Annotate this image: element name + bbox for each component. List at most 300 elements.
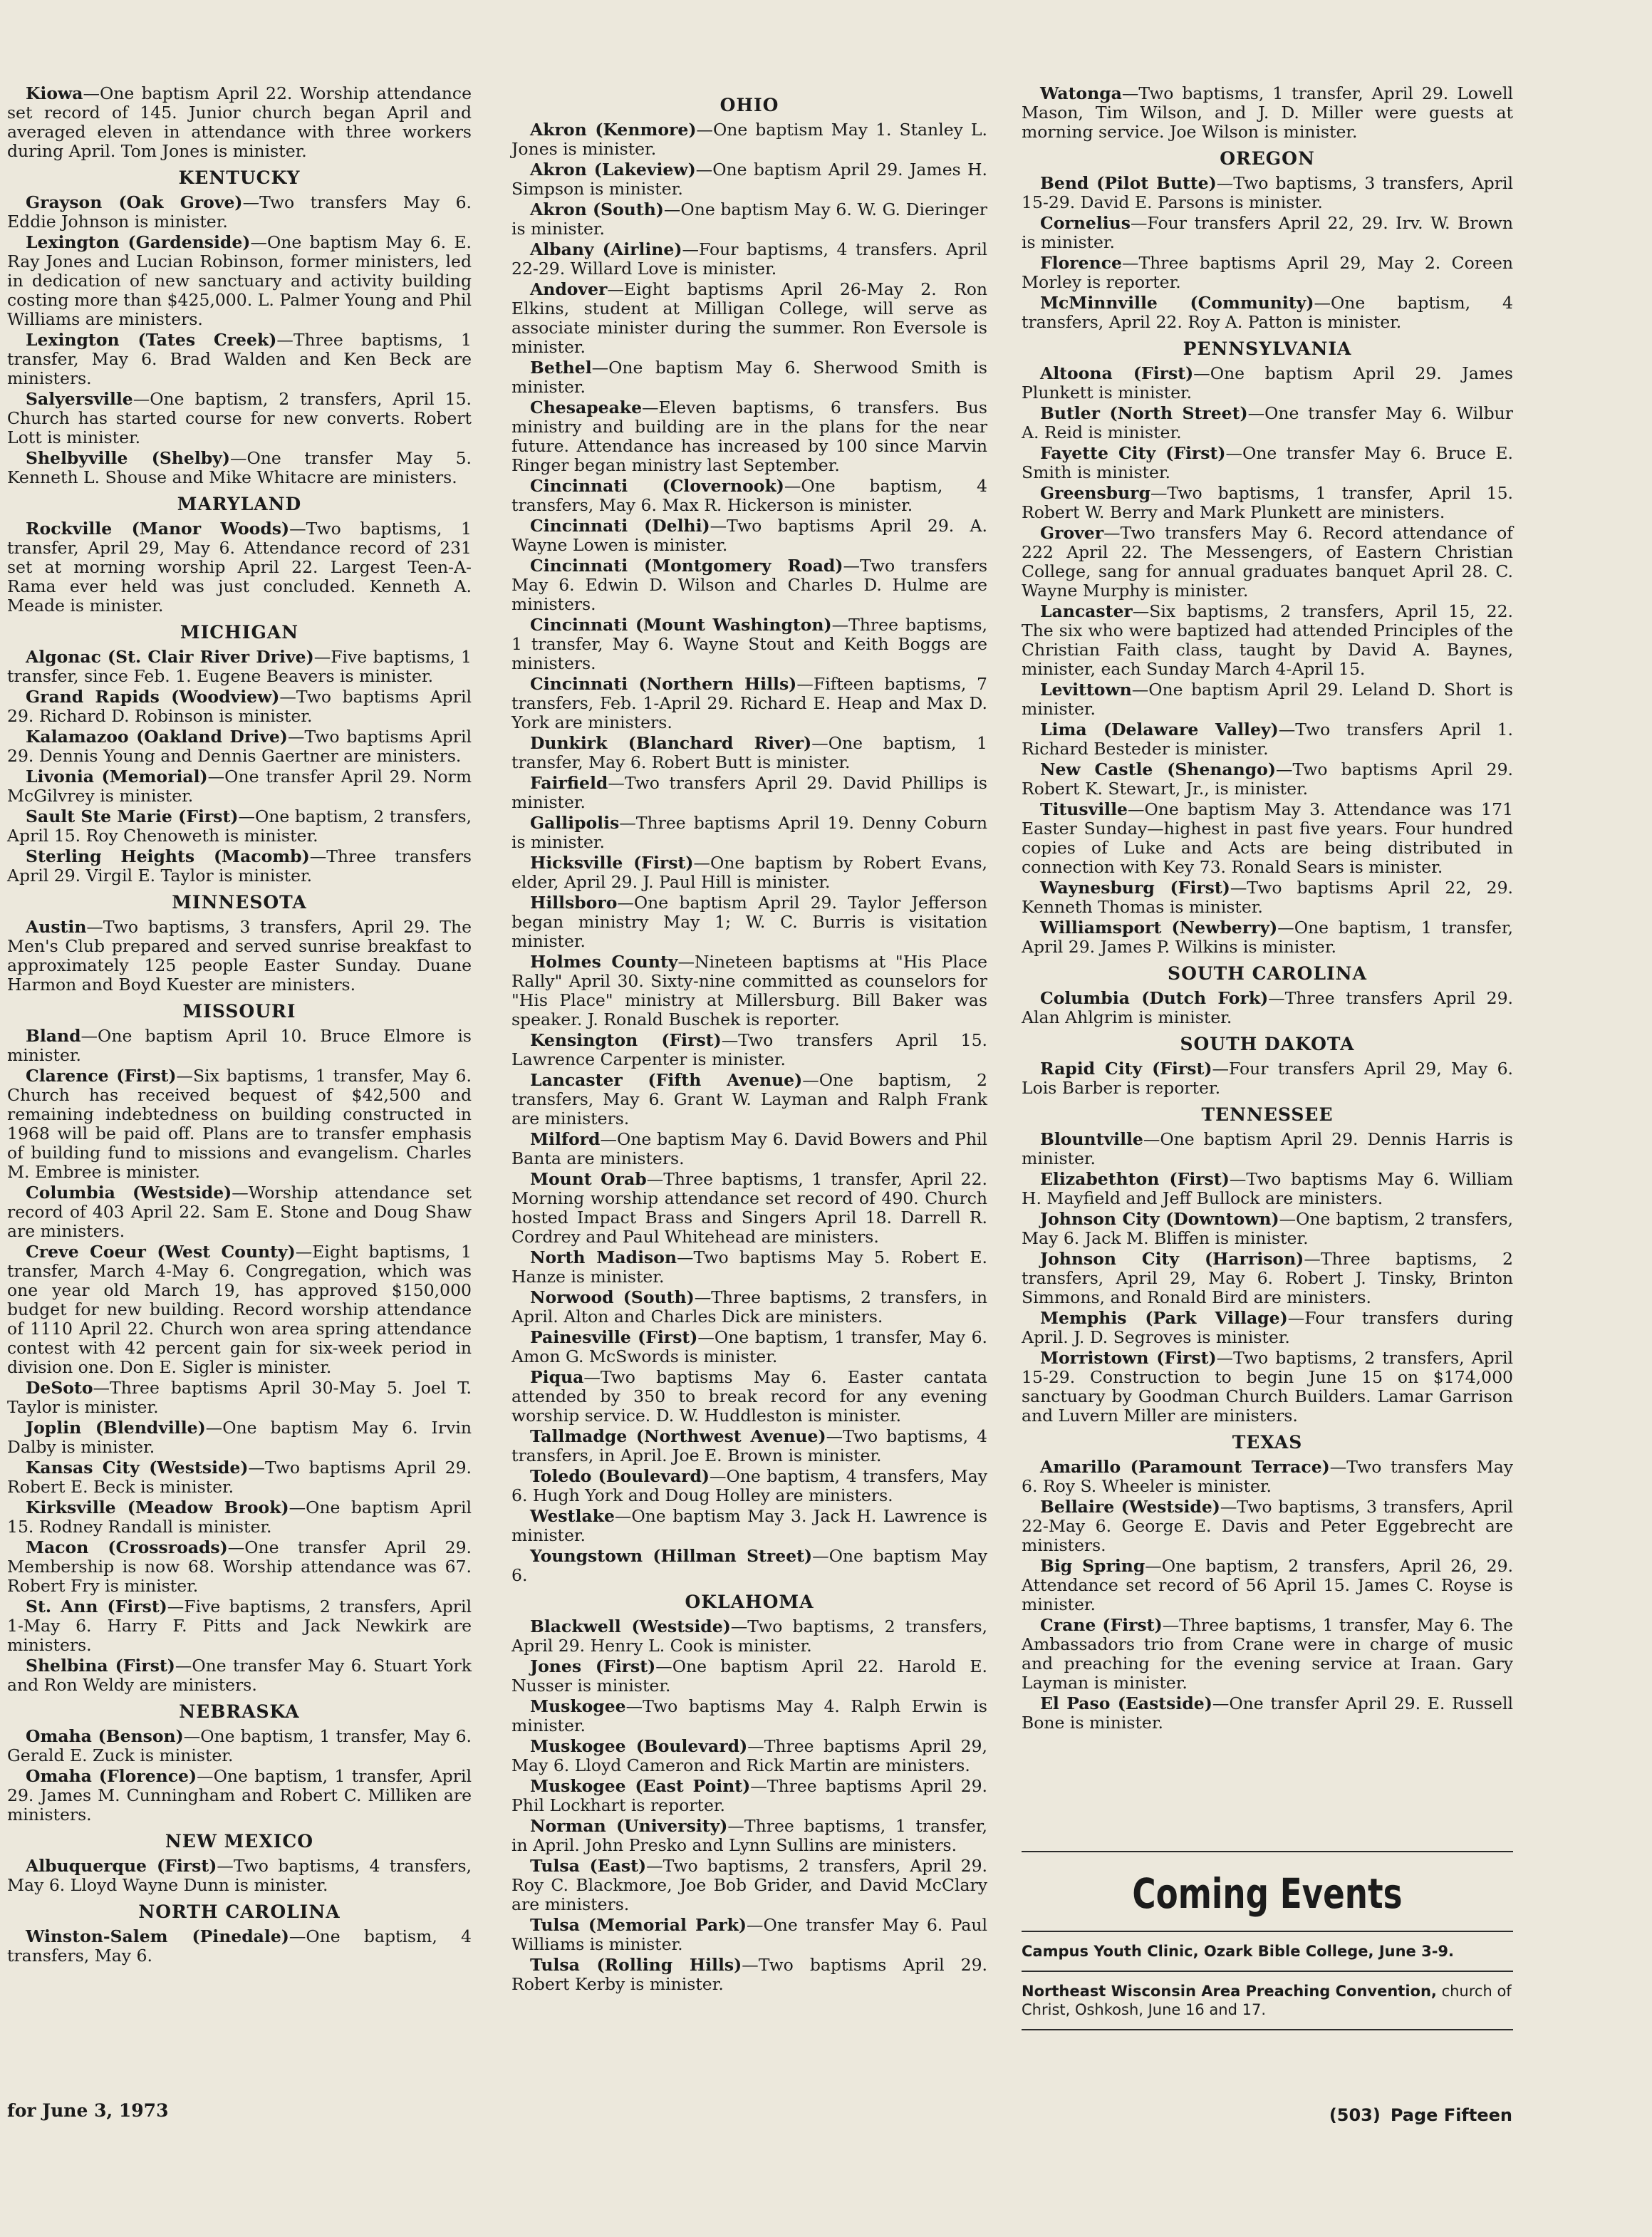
church-report-entry [511,616,987,673]
church-name: Albany (Airline) [530,239,682,259]
church-report-entry [7,1857,472,1895]
church-report-entry [7,1418,472,1457]
church-report-text: —Two baptisms April 29. Robert K. Stewart, Jr., is minister. [1022,759,1513,799]
church-name: Cincinnati (Clovernook) [530,476,784,496]
church-report-entry [7,1027,472,1065]
church-report-entry [1022,878,1513,917]
church-report-entry [511,1288,987,1327]
church-report-entry [1022,1170,1513,1208]
church-report-text: —One baptism April 22. Harold E. Nusser is minister. [511,1656,988,1696]
footer-page [1319,2105,1512,2125]
church-name: Omaha (Benson) [26,1726,184,1746]
coming-events-box [1022,1851,1513,2030]
church-name: Kiowa [26,83,83,103]
church-report-text: —Eleven baptisms, 6 transfers. Bus ministry and building are in the plans for the near future. Attendance has increased by 100 since Marvin Ringer began ministry last September. [511,398,987,475]
church-name: Chesapeake [530,398,643,417]
church-name: Bellaire (Westside) [1040,1497,1220,1517]
church-name: Creve Coeur (West County) [26,1242,296,1262]
church-report-entry [511,398,987,475]
church-name: Shelbyville (Shelby) [26,448,230,468]
church-report-entry [7,648,472,686]
church-report-entry [1022,1309,1513,1347]
church-name: Joplin (Blendville) [26,1418,206,1438]
church-name: Lexington (Tates Creek) [26,330,277,350]
church-report-text: —One baptism, 1 transfer, May 6. Robert Butt is minister. [511,733,987,772]
church-report-entry [511,1467,987,1505]
church-name: New Castle (Shenango) [1040,759,1276,779]
church-report-text: —Three baptisms April 30-May 5. Joel T. Taylor is minister. [7,1378,472,1417]
church-report-text: —Two baptisms April 29. Dennis Young and Dennis Gaertner are ministers. [7,727,472,766]
church-name: Algonac (St. Clair River Drive) [26,647,314,667]
state-heading: NEBRASKA [179,1701,300,1722]
church-report-entry [511,517,987,555]
church-report-text: —Three baptisms April 29, May 6. Lloyd Cameron and Rick Martin are ministers. [511,1736,987,1775]
church-report-entry [511,1071,987,1128]
church-report-text: —One baptism April 29. James H. Simpson is minister. [511,160,988,199]
church-report-text: —Three baptisms, 2 transfers, in April. Alton and Charles Dick are ministers. [511,1287,987,1327]
church-name: Mount Orab [530,1169,647,1189]
church-report-text: —One baptism, 4 transfers, May 6. [7,1926,472,1966]
church-name: Lexington (Gardenside) [26,232,251,252]
church-name: Grayson (Oak Grove) [26,192,243,212]
church-name: Rapid City (First) [1040,1059,1212,1079]
church-report-text: —Two baptisms, 1 transfer, April 29, May 6. Attendance record of 231 set at morning worship April 22. Largest Teen-A-Rama ever held was just concluded. Kenneth A. Meade is minister. [7,519,472,616]
church-name: Westlake [530,1506,615,1526]
church-report-entry [511,774,987,812]
church-report-text: —Two baptisms April 29. Richard D. Robinson is minister. [7,687,472,726]
coming-events-title: Coming Events [1132,1869,1403,1918]
church-report-text: —Eight baptisms April 26-May 2. Ron Elkins, student at Milligan College, will serve as associate minister during the summer. Ron Eversole is minister. [511,279,987,357]
church-name: Kirksville (Meadow Brook) [26,1498,289,1517]
church-report-text: —One baptism April 29. Dennis Harris is minister. [1022,1129,1513,1168]
state-heading: MISSOURI [182,1001,296,1022]
church-report-entry [511,1170,987,1247]
church-report-text: —One transfer May 6. Wilbur A. Reid is minister. [1022,403,1513,442]
church-report-text: —Two baptisms, 2 transfers, April 29. Henry L. Cook is minister. [511,1616,987,1656]
church-report-entry [1022,1458,1513,1496]
church-name: Hillsboro [530,893,618,913]
church-report-entry [1022,364,1513,403]
state-heading: OKLAHOMA [685,1592,814,1612]
church-report-entry [511,477,987,515]
church-name: Norman (University) [530,1816,728,1836]
church-report-text: —One baptism, 2 transfers, May 6. Jack M. Bliffen is minister. [1022,1209,1513,1248]
church-name: Piqua [530,1367,584,1387]
church-report-text: —One baptism April 22. Worship attendance set record of 145. Junior church began April and averaged eleven in attendance with three workers during April. Tom Jones is minister. [7,83,472,161]
church-report-entry [511,1857,987,1914]
church-name: Cincinnati (Northern Hills) [530,674,797,694]
column-middle [511,88,987,1995]
church-report-text: —Three baptisms April 19. Denny Coburn is minister. [511,813,987,852]
church-name: Jones (First) [530,1656,656,1676]
church-name: Elizabethton (First) [1040,1169,1230,1189]
church-report-entry [1022,1250,1513,1307]
church-name: Painesville (First) [530,1327,698,1347]
church-report-entry [1022,84,1513,142]
church-report-text: —One baptism, 2 transfers, April 15. Roy Chenoweth is minister. [7,806,472,846]
church-report-entry [1022,254,1513,292]
event-item [1022,1932,1513,1971]
church-report-text: —One baptism May 6. [511,1546,987,1585]
church-report-text: —Four transfers April 29, May 6. Lois Barber is reporter. [1022,1059,1514,1098]
church-report-entry [1022,800,1513,877]
church-report-entry [511,1427,987,1465]
church-report-entry [7,1927,472,1966]
church-report-entry [511,1697,987,1735]
church-name: Butler (North Street) [1040,403,1248,423]
church-report-entry [1022,404,1513,442]
event-item-rest: church of Christ, Oshkosh, June 16 and 17. [1022,1983,1512,2018]
church-report-text: —Nineteen baptisms at "His Place Rally" April 30. Sixty-nine committed as counselors for "His Place" ministry at Millersburg. Bill Baker was speaker. J. Ronald Buschek is reporter. [511,952,988,1029]
church-report-entry [7,727,472,766]
church-name: Shelbina (First) [26,1656,175,1676]
church-report-text: —Two transfers May 6. Roy S. Wheeler is minister. [1022,1457,1513,1496]
church-report-entry [7,331,472,388]
state-heading: PENNSYLVANIA [1183,338,1352,359]
church-report-text: —Three baptisms, 1 transfer, May 6. Wayne Stout and Keith Boggs are ministers. [511,615,987,673]
church-report-text: —Two transfers May 6. Record attendance of 222 April 22. The Messengers, of Eastern Christian College, sang for annual graduates banquet April 28. C. Wayne Murphy is minister. [1022,523,1513,601]
church-report-text: —Two baptisms May 6. Easter cantata attended by 350 to break record for any evening worship service. D. W. Huddleston is minister. [511,1367,987,1426]
church-report-entry [511,1617,987,1656]
church-report-entry [7,1458,472,1497]
church-name: Levittown [1040,680,1132,700]
church-report-entry [511,200,987,239]
church-report-text: —Two transfers May 6. Eddie Johnson is minister. [7,192,472,232]
church-report-text: —Two baptisms, 3 transfers, April 15-29. David E. Parsons is minister. [1022,173,1513,212]
church-name: Muskogee [530,1696,626,1716]
church-report-entry [511,358,987,397]
church-report-entry [511,240,987,279]
church-report-entry [511,1507,987,1545]
church-report-text: —Three baptisms April 29. Phil Lockhart is reporter. [511,1776,987,1815]
church-report-text: —One transfer May 5. Kenneth L. Shouse and Mike Whitacre are ministers. [7,448,472,487]
church-name: Greensburg [1040,483,1150,503]
church-report-text: —One baptism April 10. Bruce Elmore is minister. [7,1026,472,1065]
church-name: Akron (Kenmore) [530,120,697,140]
church-name: Salyersville [26,389,133,409]
church-report-text: —Three baptisms, 1 transfer, April 22. Morning worship attendance set record of 490. Church hosted Impact Brass and Singers April 18. Darrell R. Cordrey and Paul Whitehead are ministers. [511,1169,987,1247]
church-name: Hicksville (First) [530,853,694,873]
church-report-text: —One baptism May 1. Stanley L. Jones is minister. [511,120,987,159]
church-name: Grand Rapids (Woodview) [26,687,280,707]
church-report-entry [511,1328,987,1366]
state-heading: SOUTH DAKOTA [1180,1034,1355,1054]
church-report-text: —One baptism, 1 transfer, May 6. Amon G. McSwords is minister. [511,1327,987,1366]
church-report-text: —Four baptisms, 4 transfers. April 22-29. Willard Love is minister. [511,239,987,279]
church-report-entry [7,847,472,886]
church-report-entry [1022,1059,1513,1098]
church-report-text: —Three transfers April 29. Virgil E. Taylor is minister. [7,846,472,886]
church-name: Tulsa (Rolling Hills) [530,1955,742,1975]
church-report-text: —One baptism April 29. Leland D. Short is minister. [1022,680,1513,719]
church-report-entry [511,814,987,852]
church-report-entry [1022,1498,1513,1555]
church-name: Livonia (Memorial) [26,767,208,787]
church-report-text: —Two baptisms April 29. Robert Kerby is minister. [511,1955,988,1994]
church-name: North Madison [530,1247,677,1267]
church-name: Crane (First) [1040,1615,1163,1635]
church-report-text: —Two baptisms, 3 transfers, April 29. The Men's Club prepared and served sunrise breakfast to approximately 125 people Easter Sunday. Duane Harmon and Boyd Kuester are ministers. [7,917,472,995]
church-name: Grover [1040,523,1104,543]
church-report-entry [1022,918,1513,957]
church-name: Bland [26,1026,81,1046]
church-report-entry [1022,444,1513,482]
church-report-text: —One transfer May 6. Bruce E. Smith is minister. [1022,443,1513,482]
state-heading: OREGON [1220,148,1315,169]
church-report-entry [7,687,472,726]
church-report-text: —Six baptisms, 1 transfer, May 6. Church has received bequest of $42,500 and remaining indebtedness on building constructed in 1968 will be paid off. Plans are to transfer emphasis of building fund to missions and evangelism. Charles M. Embree is minister. [7,1066,472,1182]
church-report-text: —One baptism May 6. Irvin Dalby is minister. [7,1418,472,1457]
church-report-entry [511,1916,987,1954]
church-report-text: —Three baptisms, 1 transfer, May 6. Brad Walden and Ken Beck are ministers. [7,330,472,388]
event-item-bold: Northeast Wisconsin Area Preaching Convention, [1022,1983,1437,2000]
church-report-entry [511,1956,987,1994]
event-item-bold: Campus Youth Clinic, Ozark Bible College, June 3-9. [1022,1943,1455,1960]
church-report-text: —Two baptisms, 4 transfers, May 6. Lloyd Wayne Dunn is minister. [7,1856,472,1895]
church-name: Johnson City (Harrison) [1040,1249,1304,1269]
church-report-text: —Fifteen baptisms, 7 transfers, Feb. 1-April 29. Richard E. Heap and Max D. York are ministers. [511,674,988,732]
church-name: Williamsport (Newberry) [1040,918,1278,938]
church-name: Tulsa (East) [530,1856,647,1876]
church-report-text: —One transfer April 29. Norm McGilvrey is minister. [7,767,472,806]
church-report-text: —Worship attendance set record of 403 April 22. Sam E. Stone and Doug Shaw are ministers. [7,1183,472,1241]
church-name: DeSoto [26,1378,93,1398]
church-report-text: —Six baptisms, 2 transfers, April 15, 22. The six who were baptized had attended Principles of the Christian Faith class, taught by David A. Baynes, minister, each Sunday March 4-April 15. [1022,601,1513,679]
church-name: Winston-Salem (Pinedale) [26,1926,289,1946]
church-report-text: —Two baptisms, 4 transfers, in April. Joe E. Brown is minister. [511,1426,987,1465]
church-report-entry [1022,1210,1513,1248]
church-report-entry [511,953,987,1029]
state-heading: MARYLAND [177,494,302,514]
church-report-text: —One baptism May 6. W. G. Dieringer is minister. [511,199,987,239]
church-report-entry [7,1767,472,1825]
church-report-text: —Four transfers during April. J. D. Segroves is minister. [1022,1308,1513,1347]
church-report-entry [7,449,472,487]
church-report-entry [511,1368,987,1426]
church-report-entry [511,280,987,357]
church-name: Albuquerque (First) [26,1856,217,1876]
church-name: Kensington (First) [530,1030,722,1050]
church-report-entry [511,1817,987,1855]
church-report-entry [1022,294,1513,332]
state-heading: OHIO [719,95,779,115]
church-report-text: —Two transfers April 29. David Phillips is minister. [511,773,987,812]
church-report-entry [1022,214,1513,252]
church-report-text: —Three baptisms, 1 transfer, May 6. The Ambassadors trio from Crane were in charge of music and preaching for the evening service at Iraan. Gary Layman is minister. [1022,1615,1513,1693]
church-report-entry [7,918,472,995]
church-report-entry [511,120,987,159]
church-report-text: —Two baptisms May 4. Ralph Erwin is minister. [511,1696,987,1735]
church-report-entry [7,1242,472,1377]
church-name: Muskogee (Boulevard) [530,1736,748,1756]
church-name: Amarillo (Paramount Terrace) [1040,1457,1330,1477]
church-name: Blountville [1040,1129,1143,1149]
church-report-text: —One baptism May 3. Jack H. Lawrence is minister. [511,1506,987,1545]
church-report-entry [511,1657,987,1696]
church-report-text: —Eight baptisms, 1 transfer, March 4-May 6. Congregation, which was one year old March 19, has approved $150,000 budget for new building. Record worship attendance of 1110 April 22. Church won area spring attendance contest with 42 percent gain for six-week period in division one. Don E. Sigler is minister. [7,1242,472,1377]
church-report-text: —One baptism, 4 transfers, April 22. Roy A. Patton is minister. [1022,293,1513,332]
church-report-entry [511,1031,987,1069]
church-name: Sault Ste Marie (First) [26,806,239,826]
footer-date: for June 3, 1973 [7,2100,169,2121]
church-report-entry [1022,1694,1513,1733]
church-name: Akron (Lakeview) [530,160,696,180]
church-name: Johnson City (Downtown) [1040,1209,1279,1229]
church-name: Norwood (South) [530,1287,695,1307]
church-report-entry [1022,720,1513,759]
column-left [7,84,472,1967]
church-report-entry [7,390,472,447]
church-name: Macon (Crossroads) [26,1537,228,1557]
church-report-text: —Two baptisms, 3 transfers, April 22-May 6. George E. Davis and Peter Eggebrecht are ministers. [1022,1497,1513,1555]
church-report-text: —One baptism, 4 transfers, May 6. Hugh York and Doug Holley are ministers. [511,1466,987,1505]
church-report-entry [1022,680,1513,719]
church-report-entry [1022,602,1513,679]
church-report-text: —One baptism May 6. Sherwood Smith is minister. [511,358,987,397]
church-report-text: —Four transfers April 22, 29. Irv. W. Brown is minister. [1022,213,1513,252]
church-report-text: —One baptism, 2 transfers, April 15. Church has started course for new converts. Robert Lott is minister. [7,389,472,447]
church-name: Omaha (Florence) [26,1766,197,1786]
state-heading: MINNESOTA [172,892,307,913]
church-report-text: —Two baptisms, 1 transfer, April 29. Lowell Mason, Tim Wilson, and J. D. Miller were guests at morning service. Joe Wilson is minister. [1022,83,1513,142]
church-name: Waynesburg (First) [1040,878,1230,898]
church-report-text: —One baptism, 2 transfers, May 6. Grant W. Layman and Ralph Frank are ministers. [511,1070,987,1128]
church-report-entry [7,84,472,161]
divider [1022,2029,1513,2030]
church-report-text: —One baptism, 1 transfer, April 29. James P. Wilkins is minister. [1022,918,1513,957]
state-heading: KENTUCKY [178,167,301,188]
church-name: Cincinnati (Mount Washington) [530,615,832,635]
church-report-text: —One baptism, 1 transfer, April 29. James M. Cunningham and Robert C. Milliken are ministers. [7,1766,472,1825]
church-name: Kalamazoo (Oakland Drive) [26,727,288,747]
church-name: Morristown (First) [1040,1348,1217,1368]
church-report-entry [511,556,987,614]
church-name: Bethel [530,358,592,378]
church-report-entry [1022,174,1513,212]
church-report-entry [1022,1349,1513,1426]
church-report-text: —One baptism May 6. E. Ray Jones and Lucian Robinson, former ministers, led in dedication of new sanctuary and activity building costing more than $425,000. L. Palmer Young and Phil Williams are ministers. [7,232,472,329]
church-name: Clarence (First) [26,1066,177,1086]
church-report-text: —Two transfers April 15. Lawrence Carpenter is minister. [511,1030,987,1069]
church-report-text: —Three baptisms, 2 transfers, April 29, May 6. Robert J. Tinsky, Brinton Simmons, and Ronald Bird are ministers. [1022,1249,1513,1307]
church-report-entry [511,1248,987,1287]
footer-page-label: Page Fifteen [1390,2105,1512,2125]
church-name: Cornelius [1040,213,1131,233]
church-name: Toledo (Boulevard) [530,1466,710,1486]
column-right [1022,84,1513,1734]
state-heading: NORTH CAROLINA [138,1901,341,1922]
church-report-text: —Two baptisms May 5. Robert E. Hanze is minister. [511,1247,987,1287]
church-name: Cincinnati (Montgomery Road) [530,556,843,576]
church-name: Titusville [1040,799,1128,819]
church-report-entry [511,1130,987,1168]
church-report-entry [7,807,472,846]
church-report-entry [7,233,472,329]
church-report-text: —One transfer May 6. Paul Williams is minister. [511,1915,987,1954]
church-report-text: —Two baptisms April 22, 29. Kenneth Thomas is minister. [1022,878,1514,917]
church-report-text: —One transfer April 29. E. Russell Bone is minister. [1022,1693,1513,1733]
church-report-entry [7,767,472,806]
church-report-text: —Two baptisms, 2 transfers, April 15-29. Construction to begin June 15 on $174,000 sanctuary by Goodman Church Builders. Lamar Garrison and Luvern Miller are ministers. [1022,1348,1513,1426]
church-name: Gallipolis [530,813,620,833]
church-report-entry [7,193,472,232]
church-report-text: —One baptism, 2 transfers, April 26, 29. Attendance set record of 56 April 15. James C. Royse is minister. [1022,1556,1513,1614]
event-item [1022,1972,1513,2029]
church-name: McMinnville (Community) [1040,293,1314,313]
church-report-text: —Two baptisms April 29. A. Wayne Lowen is minister. [511,516,987,555]
church-name: Memphis (Park Village) [1040,1308,1288,1328]
church-report-entry [511,675,987,732]
church-report-entry [7,1183,472,1241]
church-report-text: —Two baptisms April 29. Robert E. Beck is minister. [7,1458,472,1497]
church-report-text: —One transfer April 29. Membership is now 68. Worship attendance was 67. Robert Fry is minister. [7,1537,472,1596]
church-report-entry [1022,1557,1513,1614]
church-report-text: —One baptism April 29. James Plunkett is minister. [1022,363,1513,403]
church-report-text: —Two baptisms, 2 transfers, April 29. Roy C. Blackmore, Joe Bob Grider, and David McClary are ministers. [511,1856,988,1914]
church-report-text: —One baptism, 4 transfers, May 6. Max R. Hickerson is minister. [511,476,988,515]
church-report-entry [1022,1130,1513,1168]
church-report-entry [7,1066,472,1182]
church-name: St. Ann (First) [26,1597,167,1616]
church-report-text: —Two transfers May 6. Edwin D. Wilson and Charles D. Hulme are ministers. [511,556,988,614]
church-name: Akron (South) [530,199,664,219]
church-report-text: —One baptism April 29. Taylor Jefferson began ministry May 1; W. C. Burris is visitation minister. [511,893,987,951]
church-name: Andover [530,279,608,299]
church-name: Sterling Heights (Macomb) [26,846,310,866]
church-name: Fayette City (First) [1040,443,1226,463]
church-report-entry [1022,524,1513,601]
church-name: Rockville (Manor Woods) [26,519,290,539]
church-report-entry [1022,760,1513,799]
church-name: Big Spring [1040,1556,1146,1576]
church-report-entry [7,1379,472,1417]
church-name: Columbia (Westside) [26,1183,232,1203]
church-report-entry [7,1498,472,1537]
church-name: Cincinnati (Delhi) [530,516,710,536]
church-report-text: —One baptism May 6. David Bowers and Phil Banta are ministers. [511,1129,987,1168]
church-name: Tallmadge (Northwest Avenue) [530,1426,826,1446]
church-name: Holmes County [530,952,678,972]
church-name: Milford [530,1129,601,1149]
church-report-text: —One baptism, 1 transfer, May 6. Gerald E. Zuck is minister. [7,1726,472,1765]
church-name: Blackwell (Westside) [530,1616,731,1636]
church-report-entry [7,519,472,616]
church-report-text: —Two baptisms, 1 transfer, April 15. Robert W. Berry and Mark Plunkett are ministers. [1022,483,1513,522]
church-report-text: —Three transfers April 29. Alan Ahlgrim is minister. [1022,988,1513,1027]
church-report-entry [7,1597,472,1655]
church-name: Kansas City (Westside) [26,1458,249,1478]
church-report-entry [511,1737,987,1775]
church-name: Youngstown (Hillman Street) [530,1546,813,1566]
church-report-text: —One transfer May 6. Stuart York and Ron Weldy are ministers. [7,1656,472,1695]
church-report-entry [511,1547,987,1585]
church-name: Bend (Pilot Butte) [1040,173,1217,193]
church-report-text: —Five baptisms, 1 transfer, since Feb. 1. Eugene Beavers is minister. [7,647,472,686]
church-report-entry [7,1656,472,1695]
church-name: Fairfield [530,773,608,793]
church-name: Tulsa (Memorial Park) [530,1915,747,1935]
state-heading: SOUTH CAROLINA [1168,963,1367,984]
church-name: Columbia (Dutch Fork) [1040,988,1269,1008]
church-name: Florence [1040,253,1122,273]
state-heading: MICHIGAN [180,622,299,643]
church-report-text: —Two baptisms May 6. William H. Mayfield and Jeff Bullock are ministers. [1022,1169,1513,1208]
church-report-text: —Three baptisms April 29, May 2. Coreen Morley is reporter. [1022,253,1513,292]
church-report-entry [511,160,987,199]
church-name: Lancaster (Fifth Avenue) [530,1070,803,1090]
church-name: Dunkirk (Blanchard River) [530,733,812,753]
church-report-text: —One baptism by Robert Evans, elder, April 29. J. Paul Hill is minister. [511,853,988,892]
